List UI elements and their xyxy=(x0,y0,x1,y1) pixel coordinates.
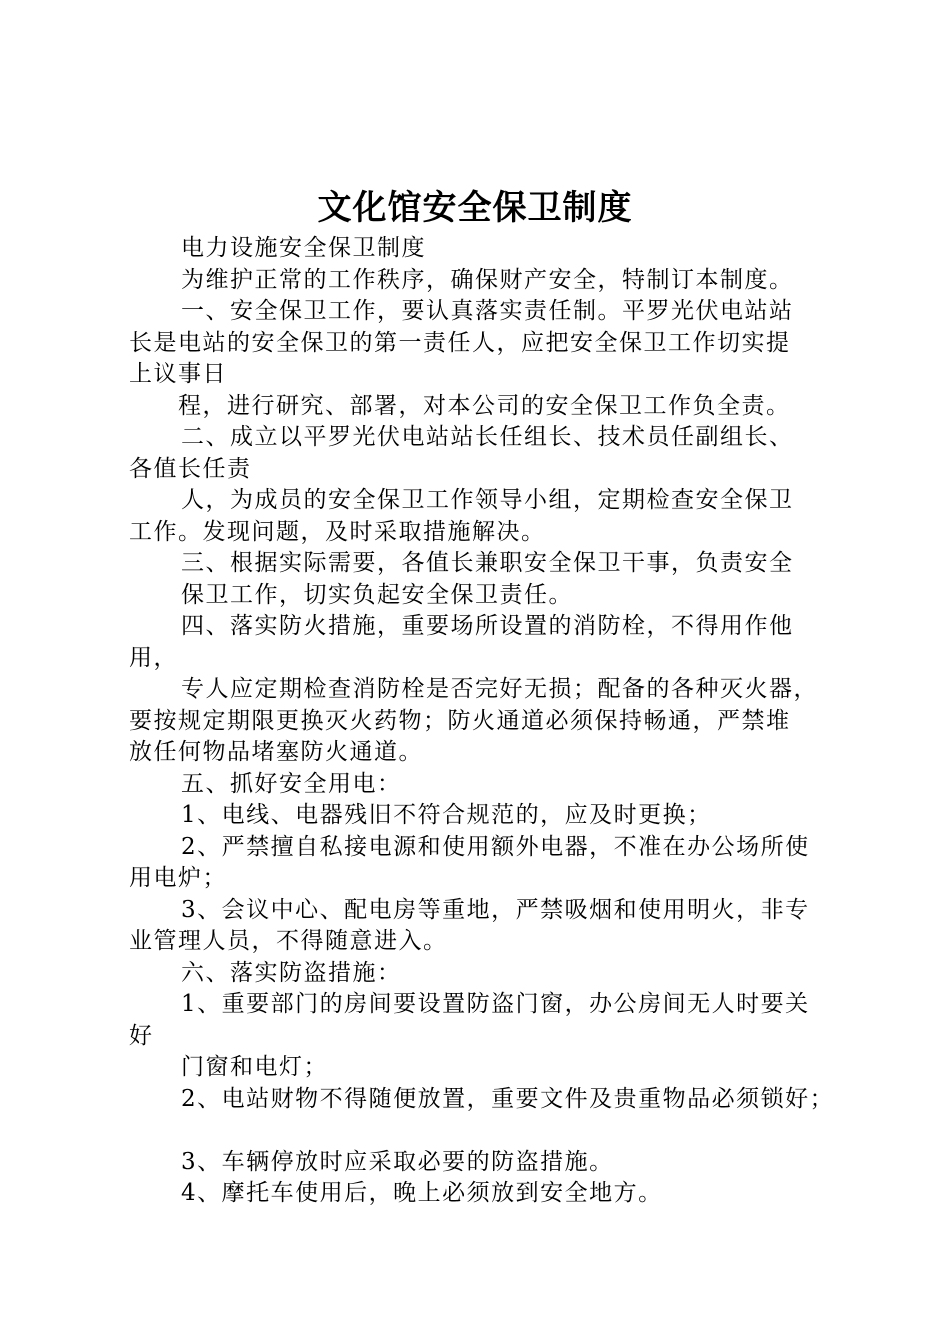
paragraph-line: 上议事日 xyxy=(129,361,227,387)
paragraph-line: 一、安全保卫工作，要认真落实责任制。平罗光伏电站站 xyxy=(181,298,794,324)
paragraph-line: 2、电站财物不得随便放置，重要文件及贵重物品必须锁好； xyxy=(181,1085,835,1112)
paragraph-line: 3、车辆停放时应采取必要的防盗措施。 xyxy=(181,1148,614,1175)
paragraph-line: 二、成立以平罗光伏电站站长任组长、技术员任副组长、 xyxy=(181,424,794,450)
document-body xyxy=(129,233,849,1210)
paragraph-line: 四、落实防火措施，重要场所设置的消防栓，不得用作他 xyxy=(181,613,794,639)
paragraph-line: 保卫工作，切实负起安全保卫责任。 xyxy=(181,581,573,608)
paragraph-line: 用， xyxy=(129,644,178,671)
paragraph-line: 门窗和电灯； xyxy=(181,1054,328,1080)
paragraph-line: 电力设施安全保卫制度 xyxy=(181,235,426,261)
paragraph-line: 2、严禁擅自私接电源和使用额外电器，不准在办公场所使 xyxy=(181,833,810,860)
paragraph-line: 好 xyxy=(129,1022,154,1049)
paragraph-line: 1、电线、电器残旧不符合规范的，应及时更换； xyxy=(181,802,712,828)
paragraph-line: 4、摩托车使用后，晚上必须放到安全地方。 xyxy=(181,1180,663,1206)
paragraph-line: 各值长任责 xyxy=(129,455,252,482)
paragraph-line: 工作。发现问题，及时采取措施解决。 xyxy=(129,518,546,545)
paragraph-line: 长是电站的安全保卫的第一责任人，应把安全保卫工作切实提 xyxy=(129,329,791,356)
paragraph-line: 用电炉； xyxy=(129,865,227,891)
paragraph-line: 程，进行研究、部署，对本公司的安全保卫工作负全责。 xyxy=(178,392,791,419)
paragraph-line: 3、会议中心、配电房等重地，严禁吸烟和使用明火，非专 xyxy=(181,896,810,923)
paragraph-line: 人，为成员的安全保卫工作领导小组，定期检查安全保卫 xyxy=(181,487,794,513)
document-title: 文化馆安全保卫制度 xyxy=(317,188,633,228)
paragraph-line: 三、根据实际需要，各值长兼职安全保卫干事，负责安全 xyxy=(181,550,794,576)
paragraph-line: 六、落实防盗措施： xyxy=(181,959,402,986)
blank-line xyxy=(129,1115,849,1147)
paragraph-line: 业管理人员，不得随意进入。 xyxy=(129,928,448,954)
paragraph-line: 专人应定期检查消防栓是否完好无损；配备的各种灭火器， xyxy=(181,676,818,702)
paragraph-line: 放任何物品堵塞防火通道。 xyxy=(129,739,423,765)
paragraph-line: 要按规定期限更换灭火药物；防火通道必须保持畅通，严禁堆 xyxy=(129,707,791,734)
paragraph-line: 1、重要部门的房间要设置防盗门窗，办公房间无人时要关 xyxy=(181,991,810,1017)
paragraph-line: 五、抓好安全用电： xyxy=(181,770,402,797)
paragraph-line: 为维护正常的工作秩序，确保财产安全，特制订本制度。 xyxy=(181,266,794,293)
